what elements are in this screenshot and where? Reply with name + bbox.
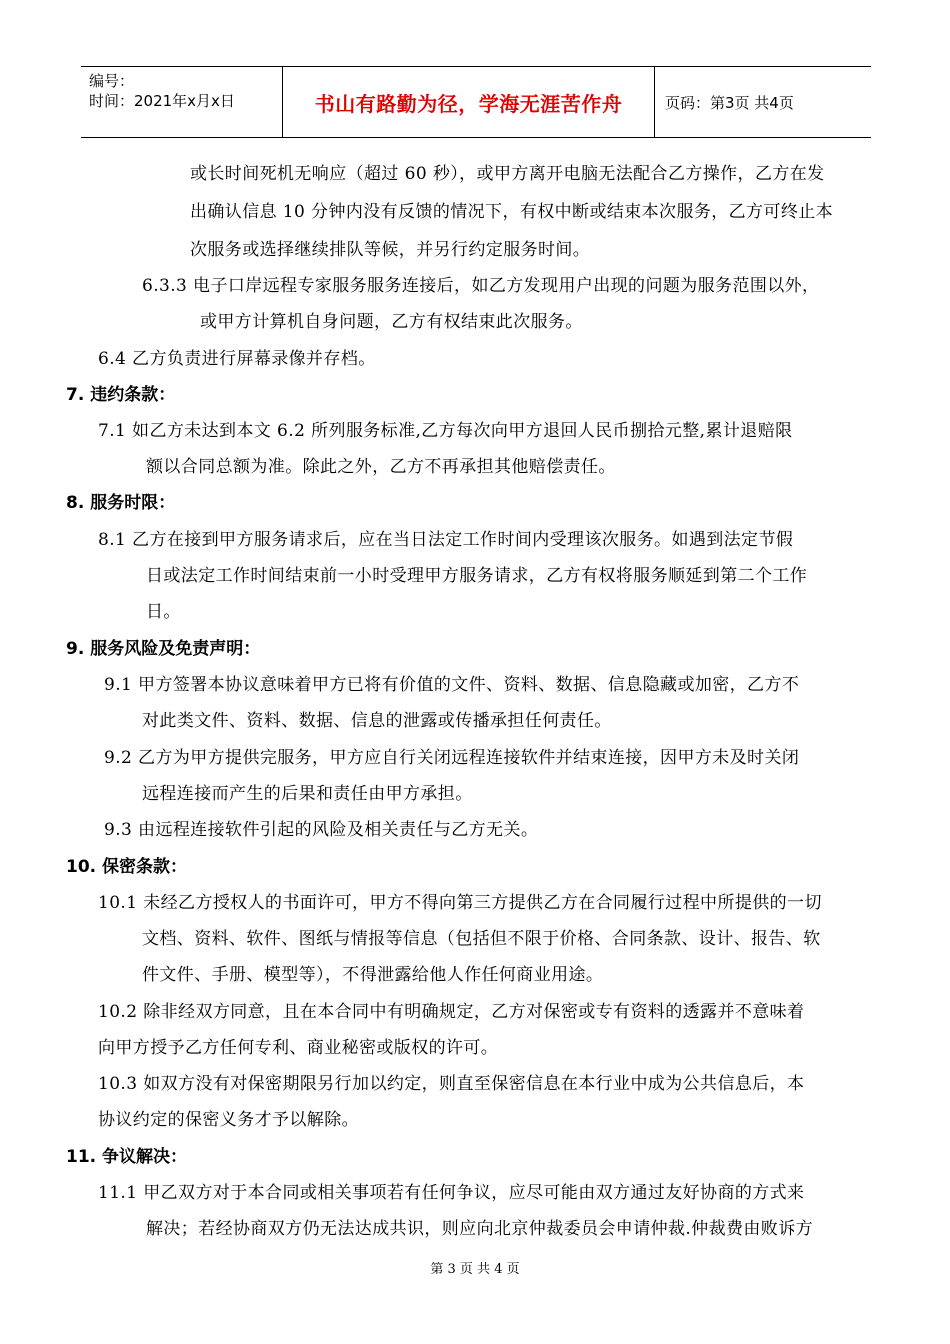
clause-9-3: 9.3 由远程连接软件引起的风险及相关责任与乙方无关。 xyxy=(104,820,539,840)
header-motto: 书山有路勤为径，学海无涯苦作舟 xyxy=(283,67,655,137)
paragraph-line: 文档、资料、软件、图纸与情报等信息（包括但不限于价格、合同条款、设计、报告、软 xyxy=(142,929,821,949)
paragraph-line: 次服务或选择继续排队等候，并另行约定服务时间。 xyxy=(190,240,591,260)
date-label: 时间：2021年x月x日 xyxy=(89,92,235,110)
paragraph-line: 远程连接而产生的后果和责任由甲方承担。 xyxy=(142,784,473,804)
section-10-heading: 10. 保密条款： xyxy=(66,857,188,877)
clause-9-1: 9.1 甲方签署本协议意味着甲方已将有价值的文件、资料、数据、信息隐藏或加密，乙方不 xyxy=(104,675,800,695)
clause-8-1: 8.1 乙方在接到甲方服务请求后，应在当日法定工作时间内受理该次服务。如遇到法定节假 xyxy=(98,530,794,550)
clause-10-1: 10.1 未经乙方授权人的书面许可，甲方不得向第三方提供乙方在合同履行过程中所提供的一切 xyxy=(98,893,822,913)
paragraph-line: 对此类文件、资料、数据、信息的泄露或传播承担任何责任。 xyxy=(142,711,612,731)
clause-10-3: 10.3 如双方没有对保密期限另行加以约定，则直至保密信息在本行业中成为公共信息后，本 xyxy=(98,1074,805,1094)
section-8-heading: 8. 服务时限： xyxy=(66,493,176,513)
paragraph-line: 日或法定工作时间结束前一小时受理甲方服务请求，乙方有权将服务顺延到第二个工作 xyxy=(146,566,808,586)
paragraph-line: 或长时间死机无响应（超过 60 秒），或甲方离开电脑无法配合乙方操作，乙方在发 xyxy=(190,164,825,184)
clause-6-4: 6.4 乙方负责进行屏幕录像并存档。 xyxy=(98,349,376,369)
page-header xyxy=(81,66,871,138)
paragraph-line: 或甲方计算机自身问题，乙方有权结束此次服务。 xyxy=(200,312,583,332)
clause-9-2: 9.2 乙方为甲方提供完服务，甲方应自行关闭远程连接软件并结束连接，因甲方未及时关闭 xyxy=(104,748,800,768)
page-footer: 第 3 页 共 4 页 xyxy=(430,1262,520,1277)
clause-6-3-3: 6.3.3 电子口岸远程专家服务服务连接后，如乙方发现用户出现的问题为服务范围以外， xyxy=(142,276,820,296)
paragraph-line: 协议约定的保密义务才予以解除。 xyxy=(98,1110,359,1130)
clause-10-2: 10.2 除非经双方同意，且在本合同中有明确规定，乙方对保密或专有资料的透露并不意味着 xyxy=(98,1002,805,1022)
number-label: 编号： xyxy=(89,72,135,90)
section-9-heading: 9. 服务风险及免责声明： xyxy=(66,639,261,659)
clause-7-1: 7.1 如乙方未达到本文 6.2 所列服务标准,乙方每次向甲方退回人民币捌拾元整,累计退赔限 xyxy=(98,421,793,441)
paragraph-line: 额以合同总额为准。除此之外，乙方不再承担其他赔偿责任。 xyxy=(146,457,616,477)
paragraph-line: 解决；若经协商双方仍无法达成共识，则应向北京仲裁委员会申请仲裁.仲裁费由败诉方 xyxy=(146,1219,814,1239)
section-7-heading: 7. 违约条款： xyxy=(66,385,176,405)
paragraph-line: 出确认信息 10 分钟内没有反馈的情况下，有权中断或结束本次服务，乙方可终止本 xyxy=(190,202,834,222)
paragraph-line: 件文件、手册、模型等），不得泄露给他人作任何商业用途。 xyxy=(142,965,604,985)
paragraph-line: 向甲方授予乙方任何专利、商业秘密或版权的许可。 xyxy=(98,1038,499,1058)
paragraph-line: 日。 xyxy=(146,602,181,622)
header-meta xyxy=(81,67,283,137)
header-page-code: 页码：第3页 共4页 xyxy=(665,93,794,112)
section-11-heading: 11. 争议解决： xyxy=(66,1147,188,1167)
clause-11-1: 11.1 甲乙双方对于本合同或相关事项若有任何争议，应尽可能由双方通过友好协商的方式来 xyxy=(98,1183,805,1203)
